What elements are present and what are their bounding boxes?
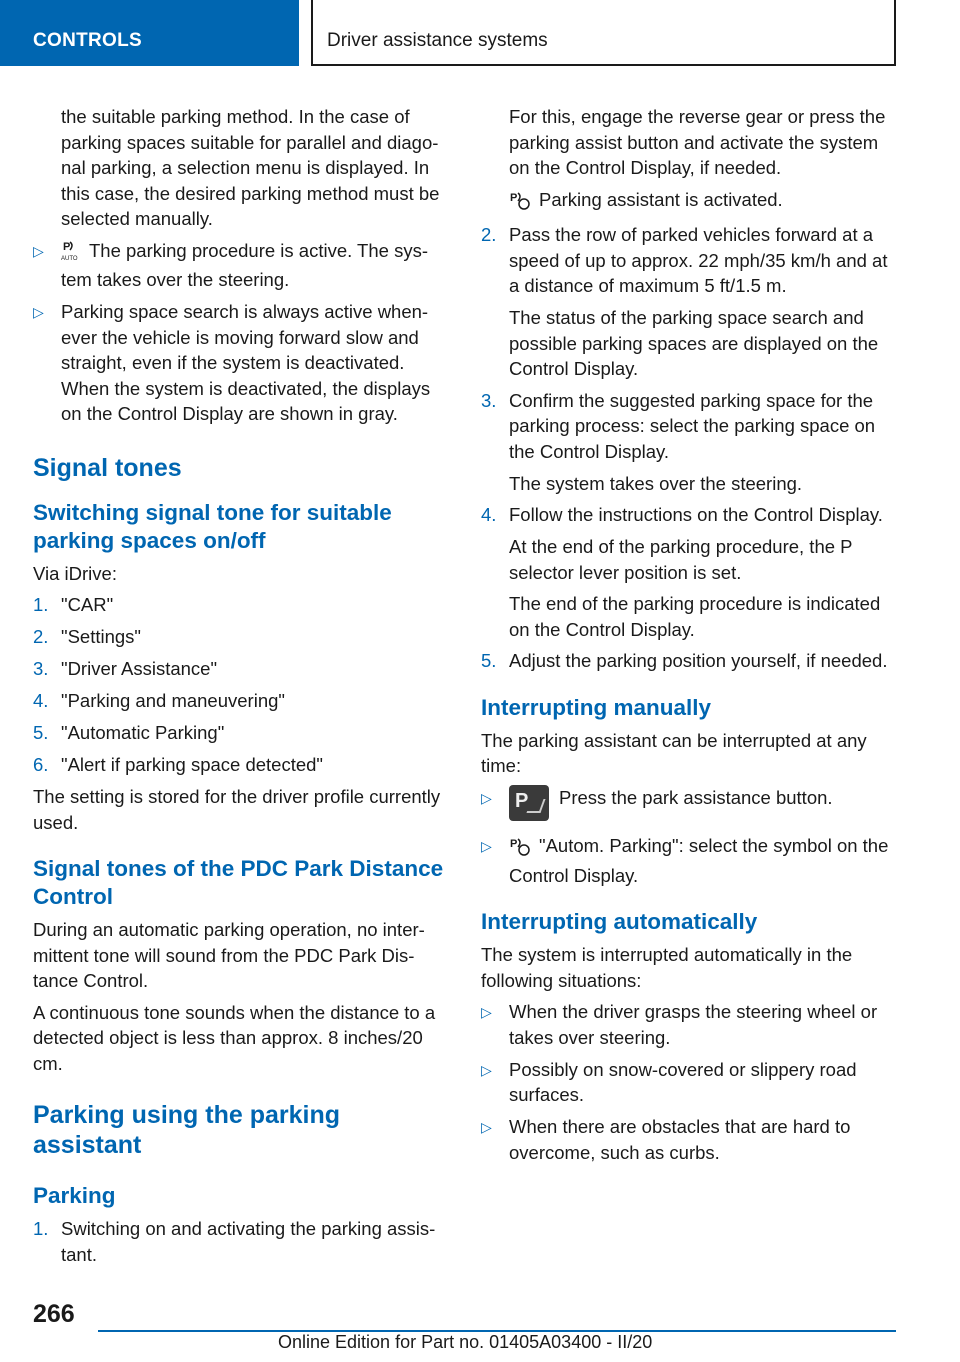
step-number: 1. [33,1218,49,1239]
step-number: 3. [33,658,49,679]
list-item [33,656,451,682]
list-item [33,592,451,618]
step-text: "Settings" [61,626,141,647]
step-text: Adjust the parking position yourself, if needed. [509,650,888,671]
step-number: 5. [481,650,497,671]
step-text: "Alert if parking space detected" [61,754,323,775]
list-item [33,238,451,293]
bullet-marker: ▷ [481,838,492,854]
park-assist-button-icon: P [509,785,549,821]
auto-paragraph: The system is interrupted automatically in the following situations: [481,944,853,991]
header-section [0,0,299,66]
parking-steering-icon [509,836,531,863]
step-number: 1. [33,594,49,615]
step-note: At the end of the parking procedure, the P selector lever position is set. [509,536,853,583]
heading-signal-tones: Signal tones [33,453,182,482]
parking-auto-icon [61,239,81,268]
bullet-marker: ▷ [481,1119,492,1135]
list-item [33,1216,451,1267]
step-note: The status of the parking space search and possible parking spaces are displayed on the Control Display. [509,307,879,379]
list-item [481,502,899,528]
step-text: Pass the row of parked vehicles forward at a speed of up to approx. 22 mph/35 km/h and at a distance of maximum 5 ft/1.5 m. [509,224,888,296]
svg-text:AUTO: AUTO [61,255,78,261]
bullet-text: Possibly on snow-covered or slippery road surfaces. [509,1058,857,1105]
bullet-marker: ▷ [33,242,44,259]
left-column [33,104,451,1274]
step-text: "Driver Assistance" [61,658,218,679]
right-column [481,104,899,1172]
parking-steering-icon [509,190,531,217]
step-number: 2. [33,626,49,647]
bullet-text: The parking procedure is active. The system takes over the steering. [61,239,428,290]
step-number: 4. [481,504,497,525]
footer-edition: Online Edition for Part no. 01405A03400 - II/20 [278,1332,653,1352]
intro-continued: the suitable parking method. In the case of parking spaces suitable for parallel and diagonal parking, a selection menu is displayed. In this case, the desired parking method must be selected manually. [61,106,440,229]
list-item [481,648,899,674]
section-title: CONTROLS [33,30,143,51]
list-item [481,388,899,465]
page-number: 266 [33,1300,75,1328]
list-item [481,999,899,1050]
activated-text: Parking assistant is activated. [539,188,783,210]
manual-paragraph: The parking assistant can be interrupted at any time: [481,729,867,776]
list-item [481,785,899,827]
svg-text:P: P [510,191,518,204]
step-note: The end of the parking procedure is indicated on the Control Display. [509,593,881,640]
list-item [481,1114,899,1165]
step-text: Switching on and activating the parking assistant. [61,1218,436,1265]
step1-continued: For this, engage the reverse gear or press the parking assist button and activate the system on the Control Display, if needed. [509,106,886,178]
step-text: Confirm the suggested parking space for the parking process: select the parking space on the Control Display. [509,389,876,462]
list-item [481,1057,899,1108]
pdc-paragraph-1: During an automatic parking operation, no intermittent tone will sound from the PDC Park Distance Control. [33,919,425,991]
idrive-steps [33,592,451,778]
bullet-text: When there are obstacles that are hard to overcome, such as curbs. [509,1116,851,1163]
list-item [33,688,451,714]
heading-parking-using: Parking using the parking assistant [33,1101,340,1159]
list-item [33,624,451,650]
list-item [481,833,899,888]
svg-text:P: P [510,838,518,850]
bullet-text: When the driver grasps the steering wheel or takes over steering. [509,1001,878,1048]
step-text: "CAR" [61,594,114,615]
bullet-marker: ▷ [481,1004,492,1020]
step-note: The system takes over the steering. [509,472,803,494]
heading-switching-tone: Switching signal tone for suitable parking spaces on/off [33,499,392,553]
step-number: 5. [33,722,49,743]
heading-interrupt-auto: Interrupting automatically [481,909,758,934]
bullet-text: Press the park assistance button. [559,786,833,808]
step-number: 6. [33,754,49,775]
bullet-text: Parking space search is always active whenever the vehicle is moving forward slow and straight, even if the system is deactivated. When the system is deactivated, the displays on the Control Display are shown in gray. [61,301,431,424]
heading-interrupt-manual: Interrupting manually [481,694,712,720]
bullet-marker: ▷ [481,789,492,806]
bullet-text: "Autom. Parking": select the symbol on the Control Display. [509,835,889,886]
header-chapter [311,0,896,66]
bullet-marker: ▷ [481,1061,492,1078]
step-text: "Automatic Parking" [61,722,225,743]
bullet-marker: ▷ [33,304,44,320]
step-number: 4. [33,690,49,711]
heading-pdc: Signal tones of the PDC Park Distance Control [33,856,444,909]
chapter-title: Driver assistance systems [327,30,548,51]
assistant-activated [481,187,899,217]
svg-text:P: P [63,240,71,253]
list-item [33,720,451,746]
list-item [481,222,899,299]
list-item [33,752,451,778]
via-idrive: Via iDrive: [33,562,117,584]
setting-stored: The setting is stored for the driver profile currently used. [33,786,441,833]
list-item [33,299,451,427]
step-number: 2. [481,224,497,245]
pdc-paragraph-2: A continuous tone sounds when the distance to a detected object is less than approx. 8 inches/20 cm. [33,1001,436,1074]
step-number: 3. [481,389,497,411]
step-text: Follow the instructions on the Control Display. [509,504,883,525]
heading-parking: Parking [33,1183,116,1208]
step-text: "Parking and maneuvering" [61,690,285,711]
